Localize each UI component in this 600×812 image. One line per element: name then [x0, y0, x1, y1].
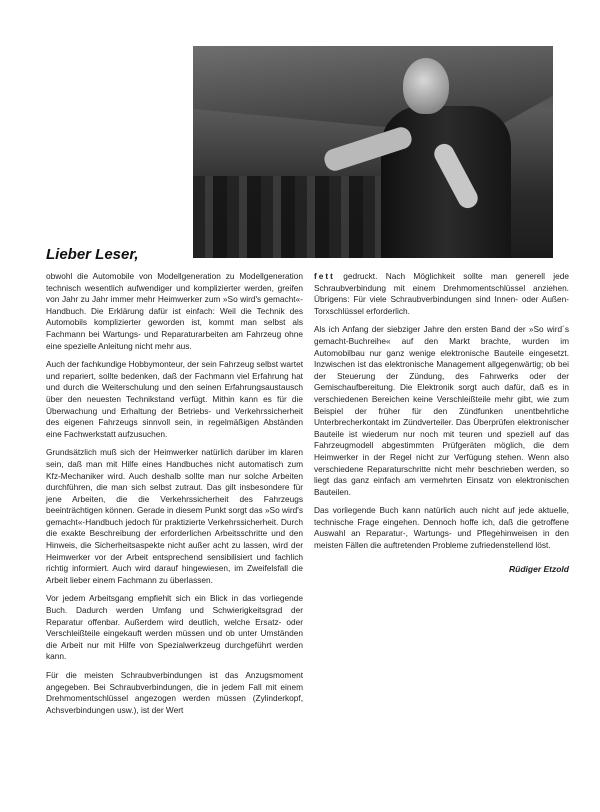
paragraph: Auch der fachkundige Hobbymonteur, der sein Fahrzeug selbst wartet und repariert, sollte bedenken, daß der Fachmann viel Erfahrung hat und durch die Weiterschulung und den seinen Erfahrungsaustausch über den neuesten Technikstand verfügt. Mithin kann es für die Überwachung und Erhaltung der Betriebs- und Verkehrssicherheit des eigenen Fahrzeugs sinnvoll sein, in regelmäßigen Abständen eine Fachwerkstatt aufzusuchen. — [46, 359, 303, 439]
photo-mechanic-engine — [193, 46, 553, 258]
paragraph-text: gedruckt. Nach Möglichkeit sollte man generell jede Schraubverbindung mit einem Drehmomentschlüssel anziehen. Übrigens: Für viele Schraubverbindungen sind Innen- oder Außen-Torxschlüssel erforderlich. — [314, 271, 569, 316]
paragraph — [314, 271, 569, 317]
paragraph: obwohl die Automobile von Modellgeneration zu Modellgeneration technisch wesentlich aufwendiger und komplizierter werden, greifen von Jahr zu Jahr immer mehr Heimwerker zum »So wird's gemacht«-Handbuch. Die Erklärung dafür ist einfach: Weil die Technik des Automobils komplizierter geworden ist, kommt man selbst als Fachmann bei Wartungs- und Reparaturarbeiten am Fahrzeug ohne eine spezielle Anleitung nicht mehr aus. — [46, 271, 303, 351]
left-column — [46, 271, 303, 723]
paragraph: Als ich Anfang der siebziger Jahre den ersten Band der »So wird´s gemacht-Buchreihe« auf den Markt brachte, wurden im Automobilbau nur ganz wenige elektronische Bauteile eingesetzt. Inzwischen ist das elektronische Management allgegenwärtig; ob bei der Steuerung der Zündung, des Fahrwerks oder der Gemischaufbereitung. Die Elektronik sorgt auch dafür, daß es in verschiedenen Bereichen keine Verschleißteile mehr gibt, wie zum Beispiel der früher für den Zündfunken unentbehrliche Unterbrecherkontakt im Zündverteiler. Das Überprüfen elektronischer Bauteile ist wiederum nur noch mit teuren und speziell auf das Fahrzeugmodell abgestimmten Prüfgeräten möglich, die dem Heimwerker in der Regel nicht zur Verfügung stehen. Wenn also verschiedene Reparaturschritte nicht mehr beschrieben werden, so liegt das ganz einfach am vermehrten Einsatz von elektronischen Bauteilen. — [314, 324, 569, 497]
paragraph: Grundsätzlich muß sich der Heimwerker natürlich darüber im klaren sein, daß man mit Hilfe eines Handbuches nicht automatisch zum Kfz-Mechaniker wird. Auch deshalb sollte man nur solche Arbeiten durchführen, die man sich selbst zutraut. Das gilt insbesondere für jene Arbeiten, die die Verkehrssicherheit des Fahrzeugs beeinträchtigen können. Gerade in diesem Punkt sorgt das »So wird's gemacht«-Handbuch jedoch für praktizierte Verkehrssicherheit. Durch die exakte Beschreibung der erforderlichen Arbeitsschritte und den Hinweis, die Sicherheitsaspekte nicht außer acht zu lassen, wird der Heimwerker vor der Arbeit entsprechend sensibilisiert und fachlich richtig informiert. Auch wird darauf hingewiesen, im Zweifelsfall die Arbeit lieber einem Fachmann zu überlassen. — [46, 447, 303, 585]
paragraph: Für die meisten Schraubverbindungen ist das Anzugsmoment angegeben. Bei Schraubverbindungen, die in jedem Fall mit einem Drehmomentschlüssel angezogen werden müssen (Zylinderkopf, Achsverbindungen usw.), ist der Wert — [46, 670, 303, 715]
right-column — [314, 271, 569, 575]
man-head — [403, 58, 449, 114]
page-heading: Lieber Leser, — [46, 246, 139, 263]
paragraph: Das vorliegende Buch kann natürlich auch nicht auf jede aktuelle, technische Frage eingehen. Dennoch hoffe ich, daß die getroffene Auswahl an Reparatur-, Wartungs- und Pflegehinweisen in den meisten Fällen die auftretenden Probleme zufriedenstellend löst. — [314, 505, 569, 551]
paragraph: Vor jedem Arbeitsgang empfiehlt sich ein Blick in das vorliegende Buch. Dadurch werden Umfang und Schwierigkeitsgrad der Reparatur offenbar. Außerdem wird deutlich, welche Ersatz- oder Verschleißteile eingekauft werden müssen und ob unter Umständen die Arbeit nur mit Hilfe von Spezialwerkzeug durchgeführt werden kann. — [46, 593, 303, 662]
signature: Rüdiger Etzold — [509, 563, 569, 574]
bold-word: fett — [314, 271, 335, 281]
